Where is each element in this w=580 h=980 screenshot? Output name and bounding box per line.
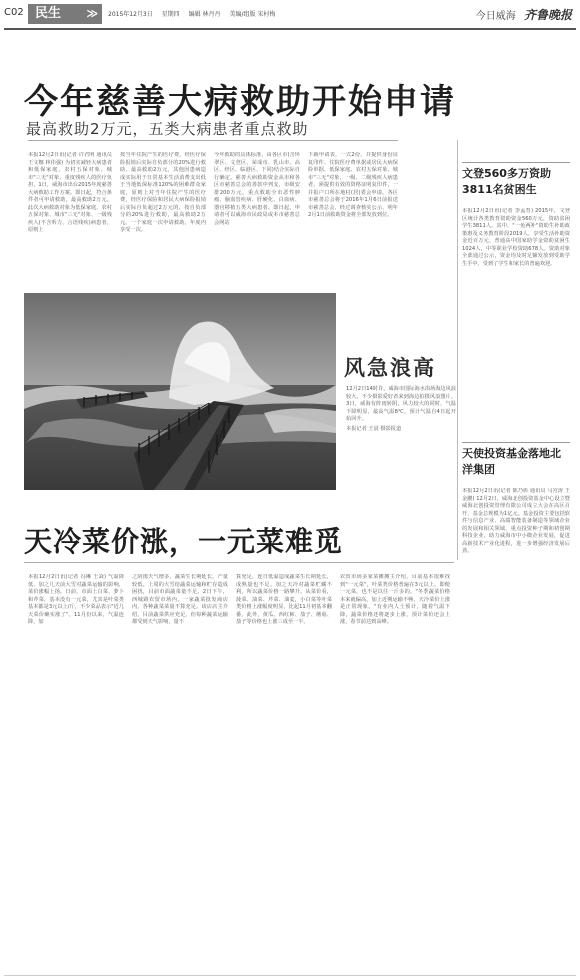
photo-caption [346, 386, 456, 433]
sidebar-article: 本报12月2日讯(记者 李孟育) 2015年，文登区统计各类教育资助资金560万元，资助贫困学生3811人。其中，"一免两补"资助生补助政策惠及义务教育阶段2019人，享受生活补助资金近百万元，普通高中国家助学金资助贫困生1024人，中等职业学校资助678人。资助对象全部通过公示，资金均及时足额发放到受助学生手中，受到了学生和家长的普遍欢迎。 [462, 208, 570, 267]
main-headline: 今年慈善大病救助开始申请 [24, 82, 456, 122]
main-article-column: 下载申请表，一式2份，并提供身份证复印件、住院医疗费单据或居民大病保险单据、低保家庭、农村五保对象、城市"三无"对象、一级、二级残疾人病患者，须提供有效的资格证明复印件，一并报户口所在地村(居)委会申请。各区市慈善总会将于2016年1月6日前报送市慈善总会，经过调查核实公示，明年2月1日前救助资金将全部发放到位。 [308, 152, 398, 218]
double-chevron-icon: ≫ [86, 7, 98, 20]
veg-article-column: 本报12月2日讯(记者 冯琳 王焱) 气温降低，加之几天前大雪对蔬菜运输的影响，菜价涨幅上扬。日前，市面上白菜、萝卜和芹菜，基本没有一元菜，尤其是叶菜类基本都是3元以上/斤，不少菜品表示"近几天菜价确实涨了"。11月份以来，气温连降，加 [28, 574, 124, 625]
news-photo-waves [24, 293, 336, 490]
brand-name: 今日威海 [475, 11, 516, 22]
issue-date: 2015年12月3日 [108, 11, 153, 18]
veg-headline: 天冷菜价涨，一元菜难觅 [24, 525, 344, 558]
section-tab [28, 4, 102, 24]
editor-credit: 编辑 林丹丹 [188, 11, 221, 18]
divider [462, 442, 570, 443]
issue-info [108, 9, 282, 18]
veg-article-column: 农贸市场多家菜摊摊主介绍，目前基本很难找到"一元菜"，叶菜类价格普遍在3元以上，即便一元菜，也不是以往一斤多的。"冬季蔬菜价格本来就偏高，加上近期运输不畅，天冷菜价上涨是正常现象。"有业内人士预计，随着气温下降，蔬菜价格还将逐步上涨，预计菜价还会上涨，春节前达到高峰。 [340, 574, 450, 625]
sidebar-headline: 文登560多万资助3811名贫困生 [462, 167, 551, 196]
veg-article-column: 算充足，连日低温造成蔬菜生长期延长，成熟量也不足。加之天冷对蔬菜贮藏不利，所以蔬菜价格一路攀升。从菜价看，菠菜、油菜、芹菜、油麦，小白菜等叶菜类价格上涨幅度明显，比起11月初基本翻番，此外，黄瓜、西红柿、茄子、蘑菇、茄子等价格也上涨三成至一半。 [236, 574, 332, 625]
page-header [0, 0, 580, 28]
newspaper-logo: 齐鲁晚报 [523, 8, 572, 22]
designer-credit: 美编/组版 宋村梅 [229, 11, 276, 18]
sidebar-headline: 天使投资基金落地北洋集团 [462, 447, 561, 476]
veg-article-column: 之阴雨天气增多，蔬菜生长期延长，产量较低。上周的大雪给蔬菜运输和贮存造成困扰，目前市面蔬菜量不足。2日下午，西城路农贸市场内，一家蔬菜批发商店内，各种蔬菜菜量不算充足。该店店主介绍，目前蔬菜供应充足，但每种蔬菜运输都受到天气影响，量不 [132, 574, 228, 625]
brand [476, 6, 572, 23]
main-article-column: 今年救助的具体标准，由各区市(含环翠区、文登区、荣成市、乳山市、高区、经区、临港区、下同)结合实际自行确定。慈善大病救助资金从市和各区市慈善总会的善款中列支，市级安排200万元，重点救助全市恶性肿瘤、脑血管疾病、肝硬化、白血病、器官移植五类大病患者。即日起，申请者可以威海市民政局或本市慈善总会网站 [214, 152, 300, 226]
divider [28, 140, 398, 141]
divider [462, 162, 570, 163]
sidebar-article: 本报12月2日讯(记者 陈乃彰 通讯员 马宫涛 王金鹏) 12月2日，威海北创投资基金中心设立暨威海北创投资管理有限公司成立大会在高区召开，基金总规模为1亿元。基金投资主要包括软件与信息产业、高端智能装备制造等领域企业的发展和相关领域，重点投资种子期和初创期科技企业，助力威海市中小微企业发展，促进高新技术产业化进程，进一步增强经济发展后劲。 [462, 488, 570, 554]
page-bottom-rule [4, 975, 576, 976]
main-article-column: 本报12月2日讯(记者 许君明 通讯员 王文娜 林伟强) 为切实减轻大病患者和低保家庭、农村五保对象、城市"三无"对象、重度残疾人的医疗负担，1日，威海市出台2015年度慈善大病救助工作方案。即日起，符合条件者可申请救助，最高救助2万元。此次大病救助对象为低保家庭、农村五保对象、城市"三无"对象、一级残疾人(不含听力、言语残疾)病患者，原则上 [28, 152, 112, 233]
divider [24, 562, 454, 563]
caption-text: 12月2日14时许，威海市国际海水浴场海边风浪较大，不少摄影爱好者来到海边拍摄风浪图片。3日，威海有阵雨转阴，风力较大的同时，气温下降明显，最高气温8℃，预计气温自4日起开始回升。 [346, 386, 456, 422]
section-label: 民生 [35, 6, 62, 21]
photo-byline: 本报记者 王晨 摄影报道 [346, 425, 402, 432]
issue-weekday: 星期四 [161, 11, 180, 18]
column-separator [457, 140, 458, 560]
header-rule [4, 28, 576, 30]
main-article-column: 按当年住院产生的医疗费，经医疗保险报销后实际自负部分的20%进行救助，最高救助2万元，其他因患病造成实际用于日常基本生活消费支出低于当地低保标准120%的困难群众家庭，原则上对当年住院产生的医疗费，经医疗保险和居民大病保险报销后实际自负超过2万元的，按自负部分的20%进行救助，最高救助2万元。一个家庭一次申请救助，年度内享受一次。 [120, 152, 206, 233]
main-subheadline: 最高救助2万元，五类大病患者重点救助 [26, 120, 309, 138]
photo-headline: 风急浪高 [344, 356, 436, 380]
page-number: C02 [4, 7, 24, 18]
